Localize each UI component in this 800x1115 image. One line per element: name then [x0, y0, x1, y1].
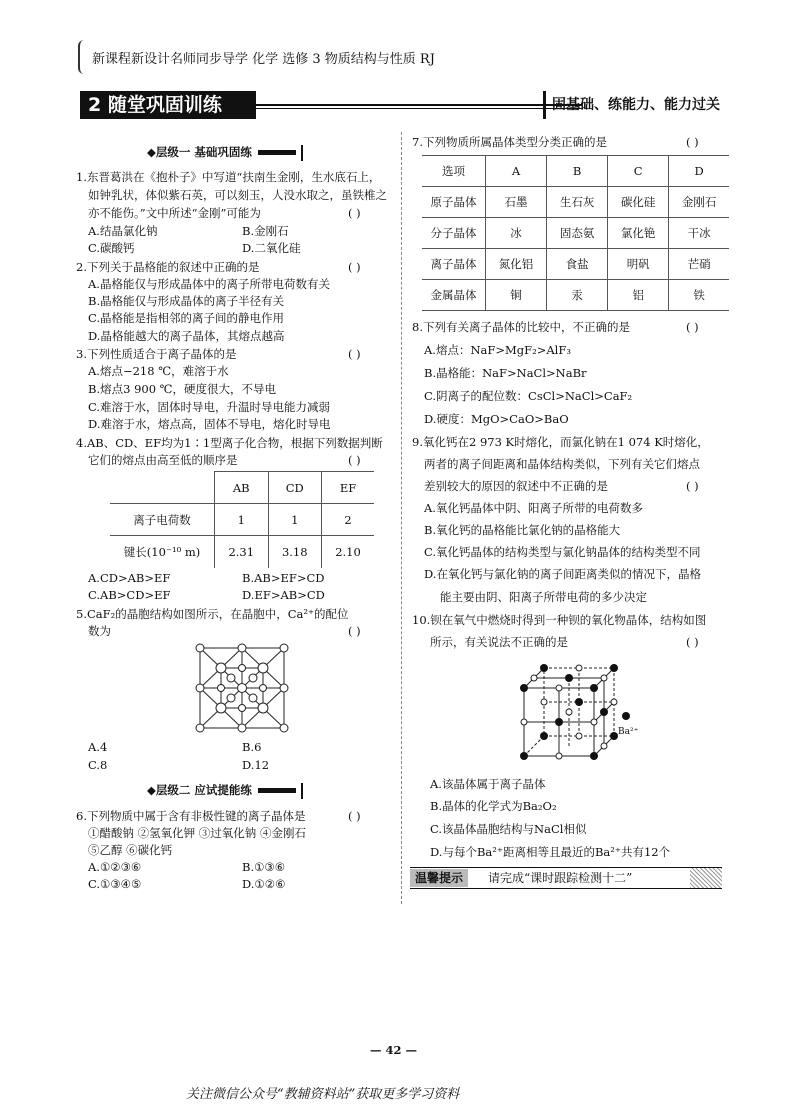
- tip-text: 请完成“课时跟踪检测十二”: [488, 871, 633, 885]
- table-row: [422, 280, 729, 311]
- table-cell: 离子电荷数: [110, 504, 215, 536]
- table-cell: 铁: [669, 280, 729, 311]
- q4-line-2: 它们的熔点由高至低的顺序是: [88, 453, 238, 467]
- table-cell: D: [669, 156, 729, 187]
- q6-items-2: ⑤乙醇 ⑥碳化钙: [88, 843, 173, 857]
- q3-option-c: C.难溶于水，固体时导电，升温时导电能力减弱: [88, 400, 331, 414]
- q10-option-c: C.该晶体晶胞结构与NaCl相似: [430, 822, 587, 836]
- q10-option-a: A.该晶体属于离子晶体: [430, 777, 546, 791]
- q3-option-b: B.熔点3 900 ℃，硬度很大，不导电: [88, 382, 277, 396]
- table-cell: 固态氨: [547, 218, 608, 249]
- table-cell: 3.18: [268, 536, 322, 568]
- q1-option-c: C.碳酸钙: [88, 241, 135, 255]
- table-cell: 2: [322, 504, 375, 536]
- caf2-cell-figure: [192, 640, 292, 736]
- banner-number: 2: [88, 94, 102, 116]
- q2-option-c: C.晶格能是指相邻的离子间的静电作用: [88, 311, 285, 325]
- banner-title: 随堂巩固训练: [107, 94, 222, 116]
- q10-option-b: B.晶体的化学式为Ba₂O₂: [430, 799, 557, 813]
- q4-option-a: A.CD>AB>EF: [88, 571, 171, 585]
- q1-option-d: D.二氧化硅: [242, 241, 301, 255]
- q8-option-c: C.阴离子的配位数：CsCl>NaCl>CaF₂: [424, 389, 633, 403]
- table-header-row: [110, 472, 374, 504]
- level2-bar: [258, 788, 296, 793]
- q2-answer-blank[interactable]: ( ): [348, 260, 361, 274]
- table-cell: 离子晶体: [422, 249, 486, 280]
- q8-answer-blank[interactable]: ( ): [686, 320, 699, 334]
- level1-vbar: [301, 145, 303, 161]
- table-cell: B: [547, 156, 608, 187]
- banner-slogan: 固基础、练能力、能力过关: [543, 91, 720, 119]
- q3-answer-blank[interactable]: ( ): [348, 347, 361, 361]
- table-cell: 金属晶体: [422, 280, 486, 311]
- q2-option-a: A.晶格能仅与形成晶体中的离子所带电荷数有关: [88, 277, 330, 291]
- q6-option-d: D.①②⑥: [242, 877, 286, 891]
- q5-answer-blank[interactable]: ( ): [348, 624, 361, 638]
- q6-items-1: ①醋酸钠 ②氢氧化钾 ③过氧化钠 ④金刚石: [88, 826, 306, 840]
- table-cell: 1: [215, 504, 269, 536]
- table-cell: 芒硝: [669, 249, 729, 280]
- table-header-row: [422, 156, 729, 187]
- q5-option-a: A.4: [88, 740, 108, 754]
- table-cell: 2.31: [215, 536, 269, 568]
- q6-stem: 6.下列物质中属于含有非极性键的离子晶体是: [76, 809, 306, 823]
- table-cell: 干冰: [669, 218, 729, 249]
- q3-option-d: D.难溶于水，熔点高，固体不导电，熔化时导电: [88, 417, 331, 431]
- q4-option-b: B.AB>EF>CD: [242, 571, 325, 585]
- table-cell: 冰: [486, 218, 547, 249]
- level2-title: 层级二 应试提能练: [155, 783, 252, 797]
- footer-note: 关注微信公众号“教辅资料站”获取更多学习资料: [186, 1087, 460, 1102]
- q10-line-2: 所示，有关说法不正确的是: [430, 635, 568, 649]
- q9-option-a: A.氧化钙晶体中阴、阳离子所带的电荷数多: [424, 501, 643, 515]
- q7-answer-blank[interactable]: ( ): [686, 135, 699, 149]
- table-cell: [110, 472, 215, 504]
- q6-option-b: B.①③⑥: [242, 860, 286, 874]
- q5-option-d: D.12: [242, 758, 270, 772]
- q6-option-c: C.①③④⑤: [88, 877, 142, 891]
- table-cell: 氯化铯: [608, 218, 669, 249]
- q7-classification-table: [422, 155, 729, 311]
- q1-option-a: A.结晶氯化钠: [88, 224, 158, 238]
- header-bracket-icon: [78, 40, 86, 74]
- q5-option-b: B.6: [242, 740, 262, 754]
- q9-line-1: 9.氧化钙在2 973 K时熔化，而氯化钠在1 074 K时熔化，: [412, 435, 709, 449]
- level1-bar: [258, 150, 296, 155]
- q4-line-1: 4.AB、CD、EF均为1∶1型离子化合物，根据下列数据判断: [76, 436, 383, 450]
- banner-left: [80, 91, 256, 119]
- table-cell: 金刚石: [669, 187, 729, 218]
- table-row: [110, 504, 374, 536]
- level2-heading: [147, 782, 303, 799]
- q1-answer-blank[interactable]: ( ): [348, 206, 361, 220]
- q3-stem: 3.下列性质适合于离子晶体的是: [76, 347, 237, 361]
- table-cell: 原子晶体: [422, 187, 486, 218]
- q7-stem: 7.下列物质所属晶体类型分类正确的是: [412, 135, 607, 149]
- q4-option-d: D.EF>AB>CD: [242, 588, 325, 602]
- q2-option-b: B.晶格能仅与形成晶体的离子半径有关: [88, 294, 285, 308]
- q3-option-a: A.熔点−218 ℃，难溶于水: [88, 364, 229, 378]
- q4-option-c: C.AB>CD>EF: [88, 588, 171, 602]
- q1-option-b: B.金刚石: [242, 224, 289, 238]
- banner-rule-thin: [256, 108, 582, 109]
- table-row: [110, 536, 374, 568]
- table-row: [422, 218, 729, 249]
- table-cell: 铜: [486, 280, 547, 311]
- tip-label: 温馨提示: [410, 869, 468, 887]
- bao2-cell-figure: [514, 658, 644, 768]
- q10-option-d: D.与每个Ba²⁺距离相等且最近的Ba²⁺共有12个: [430, 845, 671, 859]
- table-cell: 氮化铝: [486, 249, 547, 280]
- q5-option-c: C.8: [88, 758, 108, 772]
- table-row: [422, 249, 729, 280]
- q8-option-b: B.晶格能：NaF>NaCl>NaBr: [424, 366, 587, 380]
- q1-line-2: 如钟乳状，体似紫石英，可以刻玉，人没水取之，虽铁椎之: [88, 188, 387, 202]
- table-cell: C: [608, 156, 669, 187]
- q10-legend-label: Ba²⁺: [618, 727, 639, 737]
- level1-heading: [147, 144, 303, 161]
- table-cell: 生石灰: [547, 187, 608, 218]
- warm-tip: [410, 867, 722, 889]
- header-title: 新课程新设计名师同步导学 化学 选修 3 物质结构与性质 RJ: [92, 52, 435, 67]
- level2-vbar: [301, 783, 303, 799]
- q9-option-c: C.氧化钙晶体的结构类型与氯化钠晶体的结构类型不同: [424, 545, 701, 559]
- q9-answer-blank[interactable]: ( ): [686, 479, 699, 493]
- table-cell: EF: [322, 472, 375, 504]
- table-cell: CD: [268, 472, 322, 504]
- table-cell: 明矾: [608, 249, 669, 280]
- table-cell: AB: [215, 472, 269, 504]
- table-cell: 碳化硅: [608, 187, 669, 218]
- q1-line-1: 1.东晋葛洪在《抱朴子》中写道“扶南生金刚，生水底石上，: [76, 170, 381, 184]
- page-number: — 42 —: [370, 1043, 418, 1057]
- diamond-icon: ◆: [147, 783, 156, 797]
- table-cell: 键长(10⁻¹⁰ m): [110, 536, 215, 568]
- q8-option-d: D.硬度：MgO>CaO>BaO: [424, 412, 569, 426]
- q10-line-1: 10.钡在氧气中燃烧时得到一种钡的氧化物晶体，结构如图: [412, 613, 707, 627]
- q1-line-3: 亦不能伤。”文中所述“金刚”可能为: [88, 206, 261, 220]
- table-cell: A: [486, 156, 547, 187]
- table-cell: 食盐: [547, 249, 608, 280]
- table-cell: 分子晶体: [422, 218, 486, 249]
- q8-stem: 8.下列有关离子晶体的比较中，不正确的是: [412, 320, 630, 334]
- section-banner: [80, 91, 720, 121]
- q2-stem: 2.下列关于晶格能的叙述中正确的是: [76, 260, 260, 274]
- q4-answer-blank[interactable]: ( ): [348, 453, 361, 467]
- table-row: [422, 187, 729, 218]
- q6-answer-blank[interactable]: ( ): [348, 809, 361, 823]
- q5-line-2: 数为: [88, 624, 111, 638]
- table-cell: 选项: [422, 156, 486, 187]
- diamond-icon: ◆: [147, 145, 156, 159]
- q8-option-a: A.熔点：NaF>MgF₂>AlF₃: [424, 343, 571, 357]
- q5-line-1: 5.CaF₂的晶胞结构如图所示，在晶胞中，Ca²⁺的配位: [76, 607, 349, 621]
- table-cell: 2.10: [322, 536, 375, 568]
- q2-option-d: D.晶格能越大的离子晶体，其熔点越高: [88, 329, 285, 343]
- q6-option-a: A.①②③⑥: [88, 860, 142, 874]
- level1-title: 层级一 基础巩固练: [155, 145, 252, 159]
- q10-answer-blank[interactable]: ( ): [686, 635, 699, 649]
- q9-line-3: 差别较大的原因的叙述中不正确的是: [424, 479, 608, 493]
- q4-data-table: [110, 471, 374, 568]
- table-cell: 汞: [547, 280, 608, 311]
- tip-pattern: [690, 868, 722, 888]
- column-divider: [401, 132, 402, 904]
- table-cell: 石墨: [486, 187, 547, 218]
- banner-rule: [256, 104, 582, 106]
- q9-option-b: B.氧化钙的晶格能比氯化钠的晶格能大: [424, 523, 621, 537]
- q9-line-2: 两者的离子间距离和晶体结构类似，下列有关它们熔点: [424, 457, 700, 471]
- table-cell: 铝: [608, 280, 669, 311]
- table-cell: 1: [268, 504, 322, 536]
- q9-option-d-cont: 能主要由阴、阳离子所带电荷的多少决定: [440, 590, 647, 604]
- q9-option-d: D.在氧化钙与氯化钠的离子间距离类似的情况下，晶格: [424, 567, 701, 581]
